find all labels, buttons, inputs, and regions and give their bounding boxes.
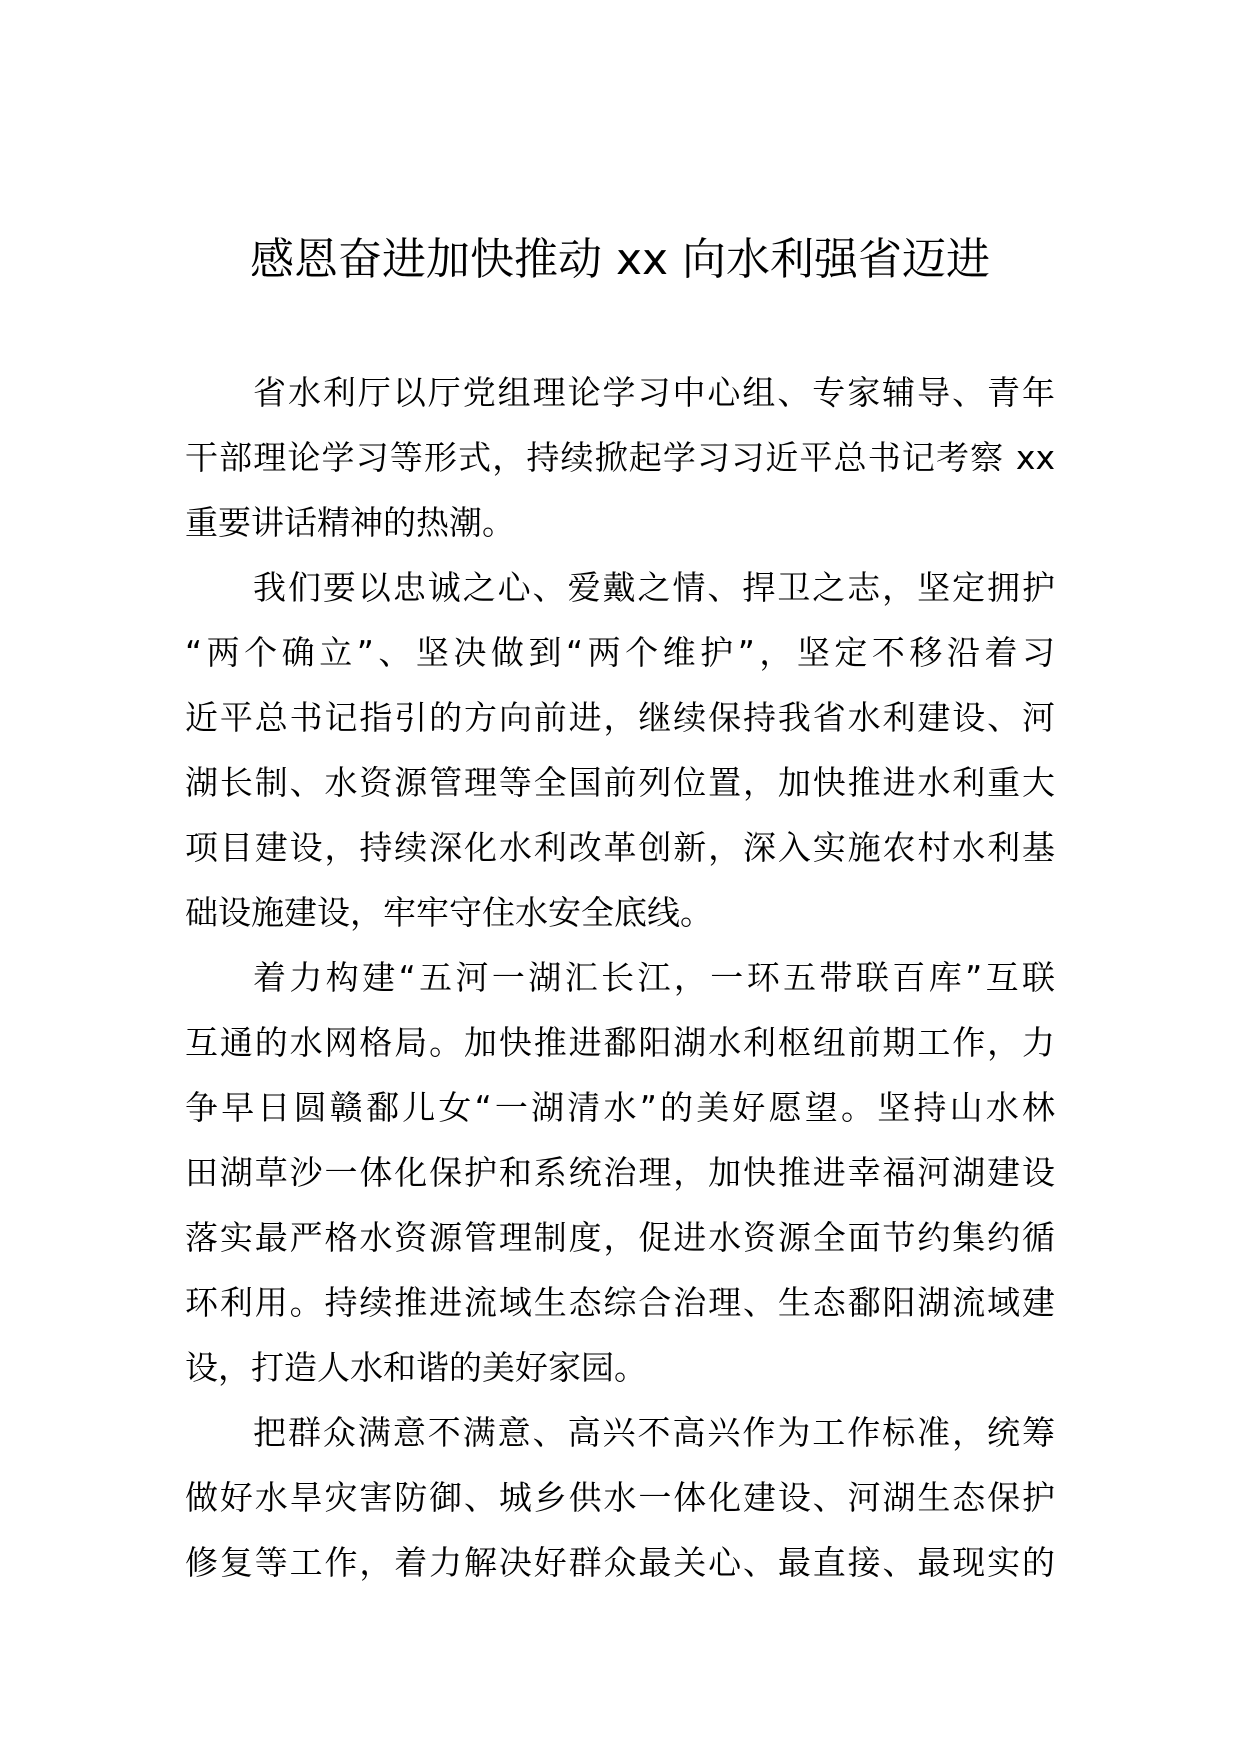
paragraph-2-line-2: “两个确立”、坚决做到“两个维护”，坚定不移沿着习 (185, 633, 1055, 672)
paragraph-2-line-5: 项目建设，持续深化水利改革创新，深入实施农村水利基 (185, 828, 1055, 867)
paragraph-1-line-1: 省水利厅以厅党组理论学习中心组、专家辅导、青年 (253, 373, 1055, 412)
paragraph-3-line-2: 互通的水网格局。加快推进鄱阳湖水利枢纽前期工作，力 (185, 1023, 1055, 1062)
paragraph-3-line-5: 落实最严格水资源管理制度，促进水资源全面节约集约循 (185, 1218, 1055, 1257)
document-body (185, 360, 1055, 1595)
paragraph-3-line-3: 争早日圆赣鄱儿女“一湖清水”的美好愿望。坚持山水林 (185, 1088, 1055, 1127)
paragraph-3-line-4: 田湖草沙一体化保护和系统治理，加快推进幸福河湖建设 (185, 1153, 1055, 1192)
document-title: 感恩奋进加快推动 xx 向水利强省迈进 (249, 234, 991, 285)
paragraph-2-line-3: 近平总书记指引的方向前进，继续保持我省水利建设、河 (185, 698, 1055, 737)
paragraph-2-line-1: 我们要以忠诚之心、爱戴之情、捍卫之志，坚定拥护 (253, 568, 1055, 607)
paragraph-4-line-2: 做好水旱灾害防御、城乡供水一体化建设、河湖生态保护 (185, 1478, 1055, 1517)
paragraph-1-line-2: 干部理论学习等形式，持续掀起学习习近平总书记考察 xx (185, 438, 1055, 477)
paragraph-1-line-3: 重要讲话精神的热潮。 (185, 503, 515, 542)
paragraph-3-line-6: 环利用。持续推进流域生态综合治理、生态鄱阳湖流域建 (185, 1283, 1055, 1322)
paragraph-3-line-7: 设，打造人水和谐的美好家园。 (185, 1348, 647, 1387)
paragraph-4-line-3: 修复等工作，着力解决好群众最关心、最直接、最现实的 (185, 1543, 1055, 1582)
paragraph-3-line-1: 着力构建“五河一湖汇长江，一环五带联百库”互联 (253, 958, 1055, 997)
paragraph-2-line-6: 础设施建设，牢牢守住水安全底线。 (185, 893, 713, 932)
paragraph-4-line-1: 把群众满意不满意、高兴不高兴作为工作标准，统筹 (253, 1413, 1055, 1452)
paragraph-2-line-4: 湖长制、水资源管理等全国前列位置，加快推进水利重大 (185, 763, 1055, 802)
